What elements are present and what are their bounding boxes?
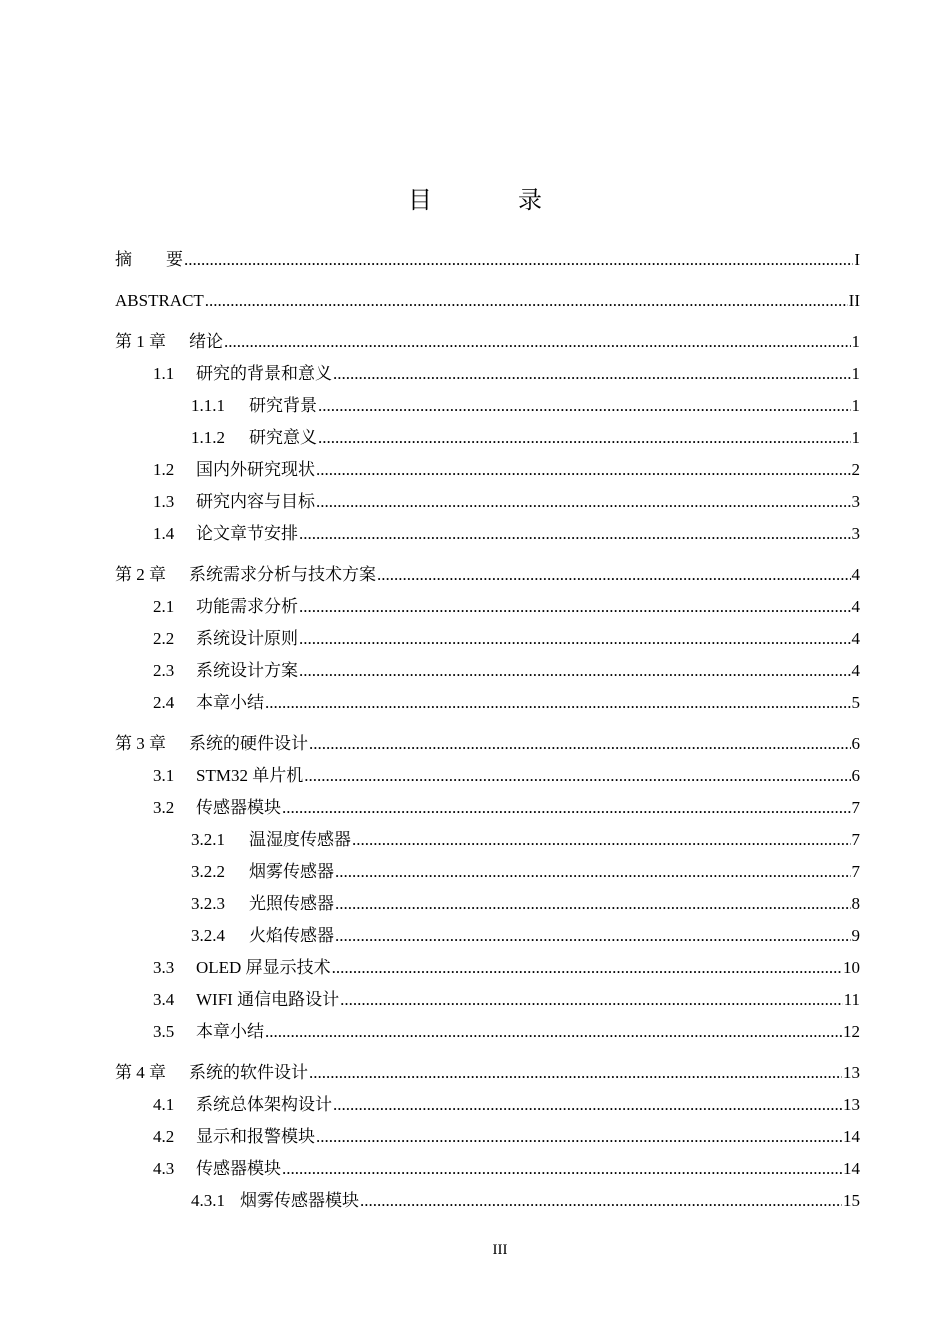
toc-entry-text: WIFI 通信电路设计	[196, 990, 340, 1009]
toc-leader-dots	[309, 1057, 842, 1089]
toc-entry-page: 1	[851, 428, 860, 447]
toc-entry-text: 系统需求分析与技术方案	[189, 565, 376, 584]
toc-entry-page: 14	[843, 1127, 860, 1146]
toc-entry-page: 7	[851, 862, 860, 881]
toc-entry-text: 本章小结	[196, 1022, 264, 1041]
toc-leader-dots	[265, 687, 851, 719]
toc-leader-dots	[316, 1121, 842, 1153]
toc-entry-page: 7	[851, 798, 860, 817]
toc-leader-dots	[335, 888, 851, 920]
toc-entry[interactable]	[115, 655, 860, 687]
toc-entry-number: 1.4	[153, 524, 175, 543]
toc-entry[interactable]	[115, 952, 860, 984]
toc-entry-page: 1	[851, 364, 860, 383]
toc-entry-page: 1	[851, 332, 860, 351]
toc-entry-number: 1.1	[153, 364, 175, 383]
toc-entry-number: 2.2	[153, 629, 175, 648]
toc-entry[interactable]	[115, 285, 860, 317]
toc-entry-text: 系统设计原则	[196, 629, 298, 648]
toc-entry[interactable]	[115, 326, 860, 358]
toc-entry-number: 3.4	[153, 990, 175, 1009]
toc-entry-number: 3.2.1	[191, 830, 225, 849]
toc-entry-text: 研究背景	[249, 396, 317, 415]
toc-entry-page: 14	[843, 1159, 860, 1178]
toc-entry-text: 火焰传感器	[249, 926, 334, 945]
toc-entry-number: 2.1	[153, 597, 175, 616]
toc-entry-text: 研究意义	[249, 428, 317, 447]
toc-entry[interactable]	[115, 1185, 860, 1217]
toc-entry-page: 1	[851, 396, 860, 415]
toc-entry-page: I	[854, 250, 860, 269]
toc-entry-number: 4.3.1	[191, 1191, 225, 1210]
toc-entry[interactable]	[115, 760, 860, 792]
toc-entry-number: 第 1 章	[115, 332, 166, 351]
toc-entry[interactable]	[115, 358, 860, 390]
toc-entry-number: 3.3	[153, 958, 175, 977]
toc-entry[interactable]	[115, 728, 860, 760]
toc-entry-text: OLED 屏显示技术	[196, 958, 331, 977]
toc-entry-number: 4.3	[153, 1159, 175, 1178]
toc-entry-text: 系统设计方案	[196, 661, 298, 680]
toc-entry-page: II	[848, 291, 860, 310]
toc-entry-text: 研究的背景和意义	[196, 364, 332, 383]
toc-entry-text: 显示和报警模块	[196, 1127, 315, 1146]
toc-leader-dots	[316, 454, 851, 486]
toc-entry-text: 系统的软件设计	[189, 1063, 308, 1082]
toc-entry[interactable]	[115, 518, 860, 550]
toc-leader-dots	[205, 285, 848, 317]
toc-entry-text: 系统总体架构设计	[196, 1095, 332, 1114]
toc-entry[interactable]	[115, 559, 860, 591]
toc-leader-dots	[282, 792, 851, 824]
toc-entry-number: 第 4 章	[115, 1063, 166, 1082]
toc-entry-page: 7	[851, 830, 860, 849]
toc-leader-dots	[340, 984, 843, 1016]
toc-leader-dots	[318, 422, 851, 454]
toc-entry-page: 8	[851, 894, 860, 913]
page-number-footer: III	[492, 1242, 508, 1258]
toc-entry[interactable]	[115, 984, 860, 1016]
toc-leader-dots	[360, 1185, 842, 1217]
toc-entry[interactable]	[115, 454, 860, 486]
toc-entry-text: 研究内容与目标	[196, 492, 315, 511]
toc-entry-number: 3.5	[153, 1022, 175, 1041]
toc-entry-number: 4.2	[153, 1127, 175, 1146]
toc-entry[interactable]	[115, 1016, 860, 1048]
toc-entry-page: 2	[851, 460, 860, 479]
toc-entry-number: 第 3 章	[115, 734, 166, 753]
toc-leader-dots	[299, 623, 851, 655]
toc-entry-number: 3.2.3	[191, 894, 225, 913]
toc-entry-number: 第 2 章	[115, 565, 166, 584]
toc-entry-number: 2.4	[153, 693, 175, 712]
toc-entry-page: 15	[843, 1191, 860, 1210]
toc-entry-text: 论文章节安排	[196, 524, 298, 543]
toc-entry-number: 3.2.2	[191, 862, 225, 881]
toc-leader-dots	[316, 486, 851, 518]
toc-entry-number: 4.1	[153, 1095, 175, 1114]
toc-entry[interactable]	[115, 1057, 860, 1089]
toc-entry-page: 11	[843, 990, 860, 1009]
toc-entry[interactable]	[115, 244, 860, 276]
toc-entry[interactable]	[115, 1089, 860, 1121]
table-of-contents	[115, 244, 860, 1217]
toc-entry-page: 4	[851, 565, 860, 584]
toc-entry-text: STM32 单片机	[196, 766, 304, 785]
toc-entry-text: 光照传感器	[249, 894, 334, 913]
toc-entry-number: 1.2	[153, 460, 175, 479]
toc-entry-page: 6	[851, 734, 860, 753]
toc-entry-page: 13	[843, 1095, 860, 1114]
toc-entry-page: 4	[851, 597, 860, 616]
toc-entry-text: 本章小结	[196, 693, 264, 712]
toc-entry[interactable]	[115, 687, 860, 719]
toc-entry-text: 传感器模块	[196, 1159, 281, 1178]
toc-leader-dots	[333, 1089, 842, 1121]
toc-entry[interactable]	[115, 422, 860, 454]
toc-leader-dots	[224, 326, 851, 358]
toc-entry-number: 摘 要	[115, 250, 183, 269]
toc-entry[interactable]	[115, 888, 860, 920]
toc-entry-page: 4	[851, 661, 860, 680]
toc-entry[interactable]	[115, 824, 860, 856]
toc-entry-number: 2.3	[153, 661, 175, 680]
toc-entry-number: 1.3	[153, 492, 175, 511]
toc-entry-text: 系统的硬件设计	[189, 734, 308, 753]
toc-leader-dots	[333, 358, 851, 390]
toc-entry-text: 温湿度传感器	[249, 830, 351, 849]
toc-entry[interactable]	[115, 486, 860, 518]
toc-entry-number: 1.1.2	[191, 428, 225, 447]
toc-entry-text: ABSTRACT	[115, 291, 204, 310]
toc-entry[interactable]	[115, 920, 860, 952]
toc-entry[interactable]	[115, 1121, 860, 1153]
toc-entry[interactable]	[115, 792, 860, 824]
toc-entry-page: 13	[843, 1063, 860, 1082]
toc-entry-number: 3.2	[153, 798, 175, 817]
toc-entry-text: 国内外研究现状	[196, 460, 315, 479]
toc-entry[interactable]	[115, 623, 860, 655]
toc-leader-dots	[299, 655, 851, 687]
toc-entry-page: 12	[843, 1022, 860, 1041]
toc-entry-page: 10	[843, 958, 860, 977]
toc-entry-page: 9	[851, 926, 860, 945]
toc-entry-page: 3	[851, 492, 860, 511]
toc-leader-dots	[377, 559, 851, 591]
toc-entry[interactable]	[115, 1153, 860, 1185]
toc-entry-text: 烟雾传感器	[249, 862, 334, 881]
toc-entry-number: 3.1	[153, 766, 175, 785]
toc-leader-dots	[299, 518, 851, 550]
toc-entry[interactable]	[115, 591, 860, 623]
toc-leader-dots	[299, 591, 851, 623]
toc-entry-text: 功能需求分析	[196, 597, 298, 616]
toc-leader-dots	[304, 760, 850, 792]
toc-entry-page: 6	[851, 766, 860, 785]
toc-leader-dots	[332, 952, 842, 984]
toc-leader-dots	[352, 824, 851, 856]
toc-entry-page: 5	[851, 693, 860, 712]
toc-leader-dots	[265, 1016, 842, 1048]
toc-leader-dots	[282, 1153, 842, 1185]
toc-leader-dots	[184, 244, 853, 276]
toc-entry-number: 1.1.1	[191, 396, 225, 415]
toc-title: 目 录	[408, 188, 582, 214]
toc-entry-page: 4	[851, 629, 860, 648]
toc-entry[interactable]	[115, 856, 860, 888]
toc-leader-dots	[309, 728, 851, 760]
toc-leader-dots	[335, 856, 851, 888]
toc-leader-dots	[335, 920, 851, 952]
toc-entry-number: 3.2.4	[191, 926, 225, 945]
toc-entry-text: 烟雾传感器模块	[240, 1191, 359, 1210]
toc-entry[interactable]	[115, 390, 860, 422]
toc-entry-text: 绪论	[189, 332, 223, 351]
toc-leader-dots	[318, 390, 851, 422]
toc-entry-page: 3	[851, 524, 860, 543]
toc-entry-text: 传感器模块	[196, 798, 281, 817]
